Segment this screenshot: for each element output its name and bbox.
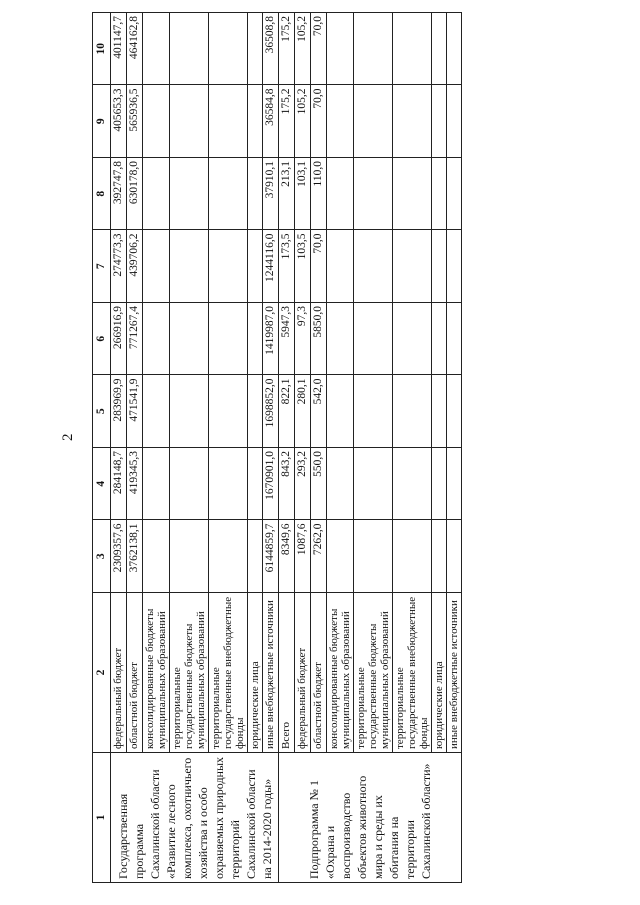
- funding-source-cell: территориальные государственные внебюджетные фонды: [393, 593, 432, 753]
- value-cell: 471541,9: [127, 375, 143, 448]
- value-cell: [170, 520, 209, 593]
- value-cell: 280,1: [295, 375, 311, 448]
- value-cell: [393, 303, 432, 376]
- value-cell: [432, 520, 447, 593]
- value-cell: [393, 520, 432, 593]
- value-cell: 1698852,0: [263, 375, 279, 448]
- column-number-row: [93, 13, 111, 883]
- value-cell: [432, 303, 447, 376]
- value-cell: 7262,0: [311, 520, 327, 593]
- value-cell: [327, 303, 354, 376]
- value-cell: [170, 85, 209, 158]
- value-cell: [248, 375, 263, 448]
- value-cell: [143, 520, 170, 593]
- value-cell: [447, 375, 462, 448]
- column-number-2: 2: [93, 593, 111, 753]
- value-cell: [447, 303, 462, 376]
- value-cell: [447, 13, 462, 86]
- value-cell: [209, 158, 248, 231]
- value-cell: 70,0: [311, 230, 327, 303]
- value-cell: 70,0: [311, 13, 327, 86]
- value-cell: 213,1: [279, 158, 295, 231]
- value-cell: [143, 230, 170, 303]
- column-number-8: 8: [93, 158, 111, 231]
- value-cell: [327, 448, 354, 521]
- value-cell: [393, 85, 432, 158]
- column-number-3: 3: [93, 520, 111, 593]
- funding-source-cell: консолидированные бюджеты муниципальных образований: [327, 593, 354, 753]
- value-cell: [248, 448, 263, 521]
- funding-source-cell: консолидированные бюджеты муниципальных образований: [143, 593, 170, 753]
- value-cell: 36584,8: [263, 85, 279, 158]
- value-cell: [432, 13, 447, 86]
- value-cell: [432, 230, 447, 303]
- value-cell: [354, 375, 393, 448]
- table-row: [295, 13, 311, 883]
- value-cell: 822,1: [279, 375, 295, 448]
- value-cell: [393, 230, 432, 303]
- value-cell: 2309357,6: [111, 520, 127, 593]
- value-cell: [248, 520, 263, 593]
- funding-source-cell: иные внебюджетные источники: [263, 593, 279, 753]
- value-cell: 439706,2: [127, 230, 143, 303]
- value-cell: 37910,1: [263, 158, 279, 231]
- table-row: [327, 13, 354, 883]
- value-cell: [209, 375, 248, 448]
- value-cell: 1670901,0: [263, 448, 279, 521]
- column-number-5: 5: [93, 375, 111, 448]
- funding-source-cell: областной бюджет: [311, 593, 327, 753]
- table-row: [111, 13, 127, 883]
- value-cell: [447, 448, 462, 521]
- table-row: [447, 13, 462, 883]
- value-cell: [327, 85, 354, 158]
- table-row: [170, 13, 209, 883]
- column-number-7: 7: [93, 230, 111, 303]
- value-cell: [354, 520, 393, 593]
- table-row: [393, 13, 432, 883]
- value-cell: [143, 375, 170, 448]
- value-cell: 419345,3: [127, 448, 143, 521]
- value-cell: [432, 85, 447, 158]
- value-cell: 103,5: [295, 230, 311, 303]
- table-row: [263, 13, 279, 883]
- value-cell: [209, 303, 248, 376]
- funding-source-cell: федеральный бюджет: [295, 593, 311, 753]
- value-cell: [248, 13, 263, 86]
- value-cell: 105,2: [295, 85, 311, 158]
- value-cell: 97,3: [295, 303, 311, 376]
- value-cell: [447, 158, 462, 231]
- value-cell: 405653,3: [111, 85, 127, 158]
- value-cell: 565936,5: [127, 85, 143, 158]
- value-cell: [354, 448, 393, 521]
- value-cell: 1087,6: [295, 520, 311, 593]
- value-cell: [209, 13, 248, 86]
- value-cell: 771267,4: [127, 303, 143, 376]
- value-cell: [170, 230, 209, 303]
- column-number-1: 1: [93, 753, 111, 883]
- value-cell: 3762138,1: [127, 520, 143, 593]
- value-cell: [393, 448, 432, 521]
- rotated-table-sheet: [92, 13, 640, 883]
- value-cell: 274773,3: [111, 230, 127, 303]
- value-cell: 6144859,7: [263, 520, 279, 593]
- value-cell: 5850,0: [311, 303, 327, 376]
- value-cell: [143, 448, 170, 521]
- value-cell: [143, 303, 170, 376]
- value-cell: [170, 158, 209, 231]
- value-cell: 103,1: [295, 158, 311, 231]
- value-cell: [209, 230, 248, 303]
- value-cell: 5947,3: [279, 303, 295, 376]
- page-number: 2: [60, 433, 76, 441]
- table-row: [248, 13, 263, 883]
- value-cell: [354, 230, 393, 303]
- value-cell: [248, 303, 263, 376]
- value-cell: [209, 520, 248, 593]
- table-row: [279, 13, 295, 883]
- table-row: [143, 13, 170, 883]
- value-cell: [393, 158, 432, 231]
- value-cell: 70,0: [311, 85, 327, 158]
- value-cell: [248, 158, 263, 231]
- value-cell: [248, 85, 263, 158]
- funding-source-cell: иные внебюджетные источники: [447, 593, 462, 753]
- value-cell: 293,2: [295, 448, 311, 521]
- value-cell: [354, 158, 393, 231]
- funding-source-cell: юридические лица: [432, 593, 447, 753]
- value-cell: [143, 158, 170, 231]
- value-cell: 843,2: [279, 448, 295, 521]
- value-cell: 266916,9: [111, 303, 127, 376]
- value-cell: 550,0: [311, 448, 327, 521]
- value-cell: 105,2: [295, 13, 311, 86]
- value-cell: [393, 13, 432, 86]
- value-cell: [143, 13, 170, 86]
- value-cell: [327, 520, 354, 593]
- column-number-9: 9: [93, 85, 111, 158]
- value-cell: [209, 448, 248, 521]
- funding-source-cell: федеральный бюджет: [111, 593, 127, 753]
- value-cell: [354, 85, 393, 158]
- value-cell: 630178,0: [127, 158, 143, 231]
- value-cell: 8349,6: [279, 520, 295, 593]
- funding-source-cell: территориальные государственные внебюджетные фонды: [209, 593, 248, 753]
- value-cell: [170, 13, 209, 86]
- financing-table: [92, 12, 462, 883]
- table-row: [209, 13, 248, 883]
- value-cell: 283969,9: [111, 375, 127, 448]
- funding-source-cell: территориальные государственные бюджеты муниципальных образований: [170, 593, 209, 753]
- funding-source-cell: юридические лица: [248, 593, 263, 753]
- value-cell: [209, 85, 248, 158]
- table-row: [311, 13, 327, 883]
- value-cell: [248, 230, 263, 303]
- program-name-cell: Подпрограмма № 1 «Охрана и воспроизводство объектов животного мира и среды их обитания на территории Сахалинской области»: [279, 753, 462, 883]
- column-number-4: 4: [93, 448, 111, 521]
- value-cell: 1244116,0: [263, 230, 279, 303]
- table-row: [354, 13, 393, 883]
- value-cell: 175,2: [279, 13, 295, 86]
- value-cell: [432, 375, 447, 448]
- value-cell: [354, 13, 393, 86]
- value-cell: [393, 375, 432, 448]
- funding-source-cell: Всего: [279, 593, 295, 753]
- value-cell: 175,2: [279, 85, 295, 158]
- table-row: [432, 13, 447, 883]
- value-cell: 401147,7: [111, 13, 127, 86]
- value-cell: 542,0: [311, 375, 327, 448]
- funding-source-cell: территориальные государственные бюджеты муниципальных образований: [354, 593, 393, 753]
- table-row: [127, 13, 143, 883]
- value-cell: [170, 375, 209, 448]
- value-cell: 284148,7: [111, 448, 127, 521]
- value-cell: [432, 448, 447, 521]
- value-cell: [432, 158, 447, 231]
- value-cell: [447, 520, 462, 593]
- value-cell: [447, 230, 462, 303]
- value-cell: 1419987,0: [263, 303, 279, 376]
- value-cell: [143, 85, 170, 158]
- value-cell: 392747,8: [111, 158, 127, 231]
- value-cell: [327, 375, 354, 448]
- program-name-cell: Государственная программа Сахалинской области «Развитие лесного комплекса, охотничьего хозяйства и особо охраняемых природных территорий Сахалинской области на 2014-2020 годы»: [111, 753, 279, 883]
- value-cell: [327, 158, 354, 231]
- value-cell: [327, 230, 354, 303]
- value-cell: [447, 85, 462, 158]
- value-cell: [170, 303, 209, 376]
- value-cell: [354, 303, 393, 376]
- column-number-10: 10: [93, 13, 111, 86]
- value-cell: 173,5: [279, 230, 295, 303]
- value-cell: 110,0: [311, 158, 327, 231]
- value-cell: 36508,8: [263, 13, 279, 86]
- funding-source-cell: областной бюджет: [127, 593, 143, 753]
- column-number-6: 6: [93, 303, 111, 376]
- value-cell: 464162,8: [127, 13, 143, 86]
- value-cell: [327, 13, 354, 86]
- value-cell: [170, 448, 209, 521]
